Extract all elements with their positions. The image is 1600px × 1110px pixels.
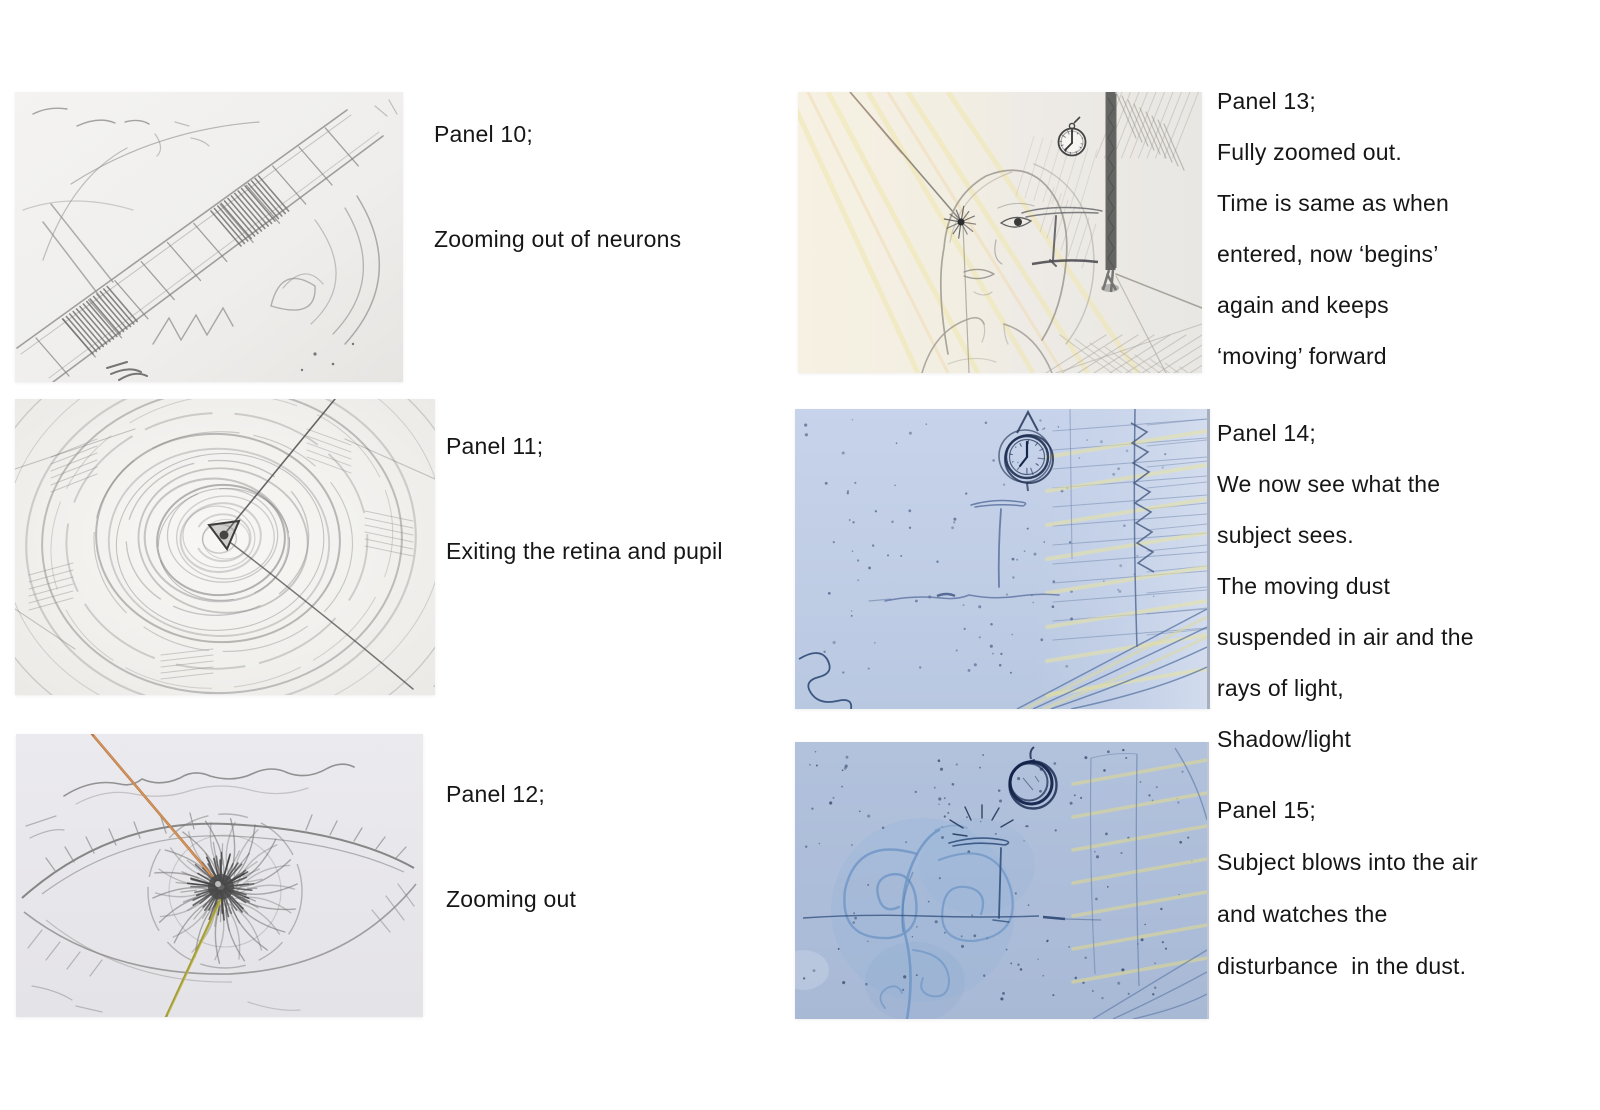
panel-13-image [798,92,1202,373]
caption-line: disturbance in the dust. [1217,953,1467,979]
caption-line: Panel 15; [1217,797,1316,823]
caption-line: Subject blows into the air [1217,849,1478,875]
panel-12-sketch [16,734,423,1017]
panel-14-caption [1217,408,1474,765]
caption-line: again and keeps [1217,292,1389,318]
caption-line: Panel 11; [446,433,544,459]
caption-line: We now see what the [1217,471,1441,497]
caption-line: Time is same as when [1217,190,1449,216]
caption-line: The moving dust [1217,573,1391,599]
panel-11-sketch [15,399,435,695]
panel-13-sketch [798,92,1202,373]
panel-11-image [15,399,435,695]
panel-10-image [15,92,403,382]
caption-line: Panel 14; [1217,420,1316,446]
caption-line: Fully zoomed out. [1217,139,1402,165]
panel-12-caption [446,769,576,925]
caption-line: Exiting the retina and pupil [446,538,723,564]
caption-line: Panel 10; [434,121,533,147]
caption-line: Panel 12; [446,781,545,807]
caption-line: ‘moving’ forward [1217,343,1387,369]
panel-10-caption [434,109,681,265]
panel-15-caption [1217,784,1478,992]
caption-line: Panel 13; [1217,88,1316,114]
caption-line: Shadow/light [1217,726,1352,752]
panel-12-image [16,734,423,1017]
panel-10-sketch [15,92,403,382]
panel-14-sketch [795,409,1207,709]
panel-11-caption [446,421,723,577]
caption-line: subject sees. [1217,522,1354,548]
caption-line: and watches the [1217,901,1388,927]
panel-15-sketch [795,742,1207,1019]
caption-line: rays of light, [1217,675,1344,701]
caption-line: Zooming out of neurons [434,226,682,252]
panel-15-image [795,742,1209,1019]
caption-line: Zooming out [446,886,577,912]
panel-13-caption [1217,76,1449,382]
caption-line: entered, now ‘begins’ [1217,241,1439,267]
panel-14-image [795,409,1210,709]
caption-line: suspended in air and the [1217,624,1474,650]
